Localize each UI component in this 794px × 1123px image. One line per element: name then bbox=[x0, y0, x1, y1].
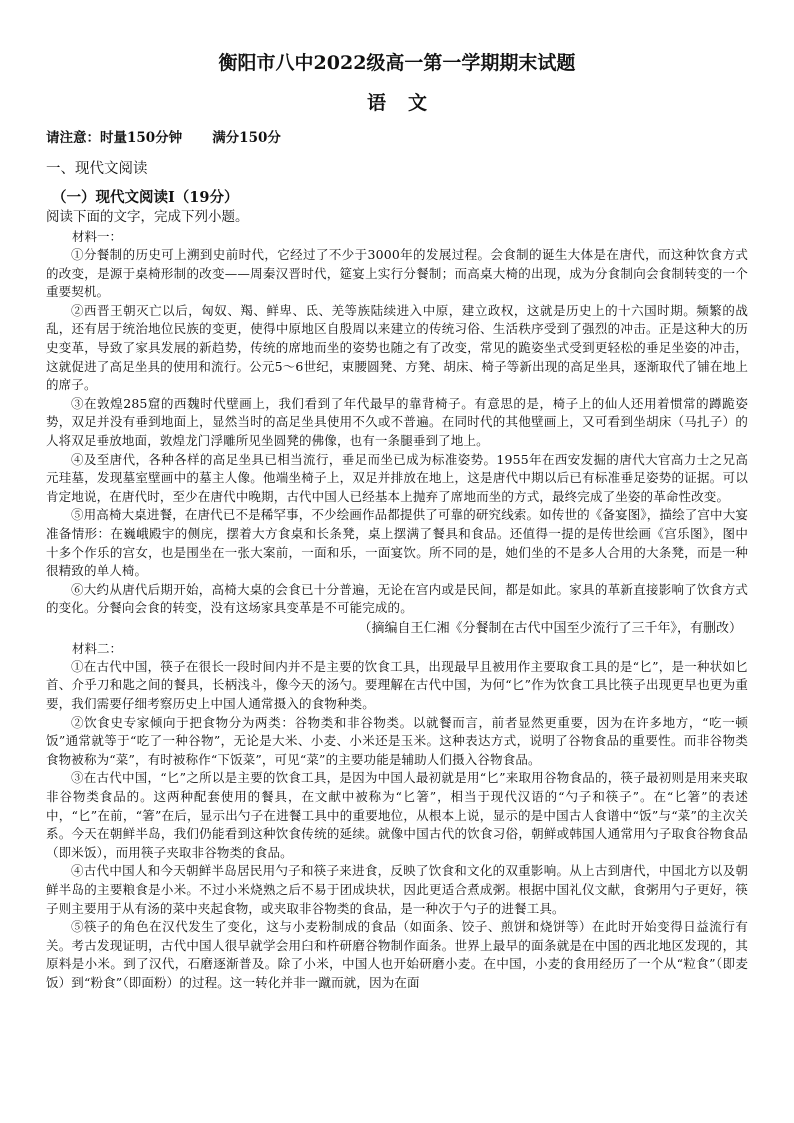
exam-notice bbox=[46, 128, 748, 148]
material-two-paragraph: ①在古代中国，筷子在很长一段时间内并不是主要的饮食工具，出现最早且被用作主要取食工具的是“匕”，是一种状如匕首、介乎刀和匙之间的餐具，长柄浅斗，像今天的汤勺。要理解在古代中国，为何“匕”作为饮食工具比筷子出现更早也更为重要，我们需要仔细考察历史上中国人通常摄入的食物种类。 bbox=[46, 658, 748, 712]
material-one-paragraph: ③在敦煌285窟的西魏时代壁画上，我们看到了年代最早的靠背椅子。有意思的是，椅子上的仙人还用着惯常的蹲跪姿势，双足并没有垂到地面上，显然当时的高足坐具使用不久或不普遍。在同时代的其他壁画上，又可看到坐胡床（马扎子）的人将双足垂放地面，敦煌龙门浮雕所见坐圆凳的佛像，也有一条腿垂到了地上。 bbox=[46, 395, 748, 448]
full-score-text: 满分150分 bbox=[212, 130, 281, 146]
reading-instruction: 阅读下面的文字，完成下列小题。 bbox=[46, 209, 249, 225]
exam-title: 衡阳市八中2022级高一第一学期期末试题 bbox=[218, 52, 576, 74]
material-two-paragraph: ②饮食史专家倾向于把食物分为两类：谷物类和非谷物类。以就餐而言，前者显然更重要，因为在许多地方，“吃一顿饭”通常就等于“吃了一种谷物”，无论是大米、小麦、小米还是玉米。这种表达方式，说明了谷物食品的重要性。而非谷物类食物被称为“菜”，有时被称作“下饭菜”，可见“菜”的主要功能是辅助人们摄入谷物食品。 bbox=[46, 714, 748, 767]
material-two-paragraph: ⑤筷子的角色在汉代发生了变化，这与小麦粉制成的食品（如面条、饺子、煎饼和烧饼等）在此时开始变得日益流行有关。考古发现证明，古代中国人很早就学会用臼和杵研磨谷物制作面条。世界上最早的面条就是在中国的西北地区发现的，其原料是小米。到了汉代，石磨逐渐普及。除了小米，中国人也开始研磨小麦。在中国，小麦的食用经历了一个从“粒食”（即麦饭）到“粉食”（即面粉）的过程。这一转化并非一蹴而就，因为在面 bbox=[46, 919, 748, 990]
material-one-paragraph: ④及至唐代，各种各样的高足坐具已相当流行，垂足而坐已成为标准姿势。1955年在西安发掘的唐代大官高力士之兄高元珪墓，发现墓室壁画中的墓主人像。他端坐椅子上，双足并排放在地上，这是唐代中期以后已有标准垂足姿势的证据。可以肯定地说，在唐代时，至少在唐代中晚期，古代中国人已经基本上抛弃了席地而坐的方式，最终完成了坐姿的革命性改变。 bbox=[46, 451, 748, 504]
material-one-paragraph: ⑤用高椅大桌进餐，在唐代已不是稀罕事，不少绘画作品都提供了可靠的研究线索。如传世的《备宴图》，描绘了宫中大宴准备情形：在巍峨殿宇的侧庑，摆着大方食桌和长条凳，桌上摆满了餐具和食品。还值得一提的是传世绘画《宫乐图》，图中十多个作乐的宫女，也是围坐在一张大案前，一面和乐，一面宴饮。所不同的是，她们坐的不是多人合用的大条凳，而是一种很精致的单人椅。 bbox=[46, 507, 748, 579]
time-limit-text: 请注意：时量150分钟 bbox=[46, 130, 183, 146]
subsection-heading: （一）现代文阅读Ⅰ（19分） bbox=[52, 189, 239, 206]
material-two-paragraph: ④古代中国人和今天朝鲜半岛居民用勺子和筷子来进食，反映了饮食和文化的双重影响。从上古到唐代，中国北方以及朝鲜半岛的主要粮食是小米。不过小米烧熟之后不易于团成块状，因此更适合煮成粥。根据中国礼仪文献，食粥用勺子更好，筷子则主要用于从有汤的菜中夹起食物，或夹取非谷物类的食品，是一种次于勺子的进餐工具。 bbox=[46, 863, 748, 916]
section-heading: 一、现代文阅读 bbox=[46, 161, 148, 177]
material-one-paragraph: ⑥大约从唐代后期开始，高椅大桌的会食已十分普遍，无论在宫内或是民间，都是如此。家具的革新直接影响了饮食方式的变化。分餐向会食的转变，没有这场家具变革是不可能完成的。 bbox=[46, 581, 748, 616]
material-two-label: 材料二： bbox=[72, 640, 123, 656]
subject-title: 语文 bbox=[366, 92, 449, 114]
material-one-paragraph: ①分餐制的历史可上溯到史前时代，它经过了不少于3000年的发展过程。会食制的诞生大体是在唐代，而这种饮食方式的改变，是源于桌椅形制的改变——周秦汉晋时代，筵宴上实行分餐制；而高桌大椅的出现，成为分食制向会食制转变的一个重要契机。 bbox=[46, 247, 748, 300]
material-one-label: 材料一： bbox=[72, 229, 123, 244]
material-one-paragraph: ②西晋王朝灭亡以后，匈奴、羯、鲜卑、氐、羌等族陆续进入中原，建立政权，这就是历史上的十六国时期。频繁的战乱，还有居于统治地位民族的变更，使得中原地区自殷周以来建立的传统习俗、生活秩序受到了强烈的冲击。正是这种大的历史变革，导致了家具发展的新趋势，传统的席地而坐的姿势也随之有了改变，常见的跪姿坐式受到更轻松的垂足坐姿的冲击，这就促进了高足坐具的使用和流行。公元5～6世纪，束腰圆凳、方凳、胡床、椅子等新出现的高足坐具，逐渐取代了铺在地上的席子。 bbox=[46, 302, 748, 393]
material-one-source: （摘编自王仁湘《分餐制在古代中国至少流行了三千年》，有删改） bbox=[358, 620, 742, 636]
material-two-paragraph: ③在古代中国，“匕”之所以是主要的饮食工具，是因为中国人最初就是用“匕”来取用谷物食品的，筷子最初则是用来夹取非谷物类食品的。这两种配套使用的餐具，在文献中被称为“匕箸”，相当于现代汉语的“勺子和筷子”。在“匕箸”的表述中，“匕”在前，“箸”在后，显示出勺子在进餐工具中的重要地位，从根本上说，显示的是中国古人食谱中“饭”与“菜”的主次关系。今天在朝鲜半岛，我们仍能看到这种饮食传统的延续。就像中国古代的饮食习俗，朝鲜或韩国人通常用勺子取食谷物食品（即米饭），而用筷子夹取非谷物类的食品。 bbox=[46, 770, 748, 860]
